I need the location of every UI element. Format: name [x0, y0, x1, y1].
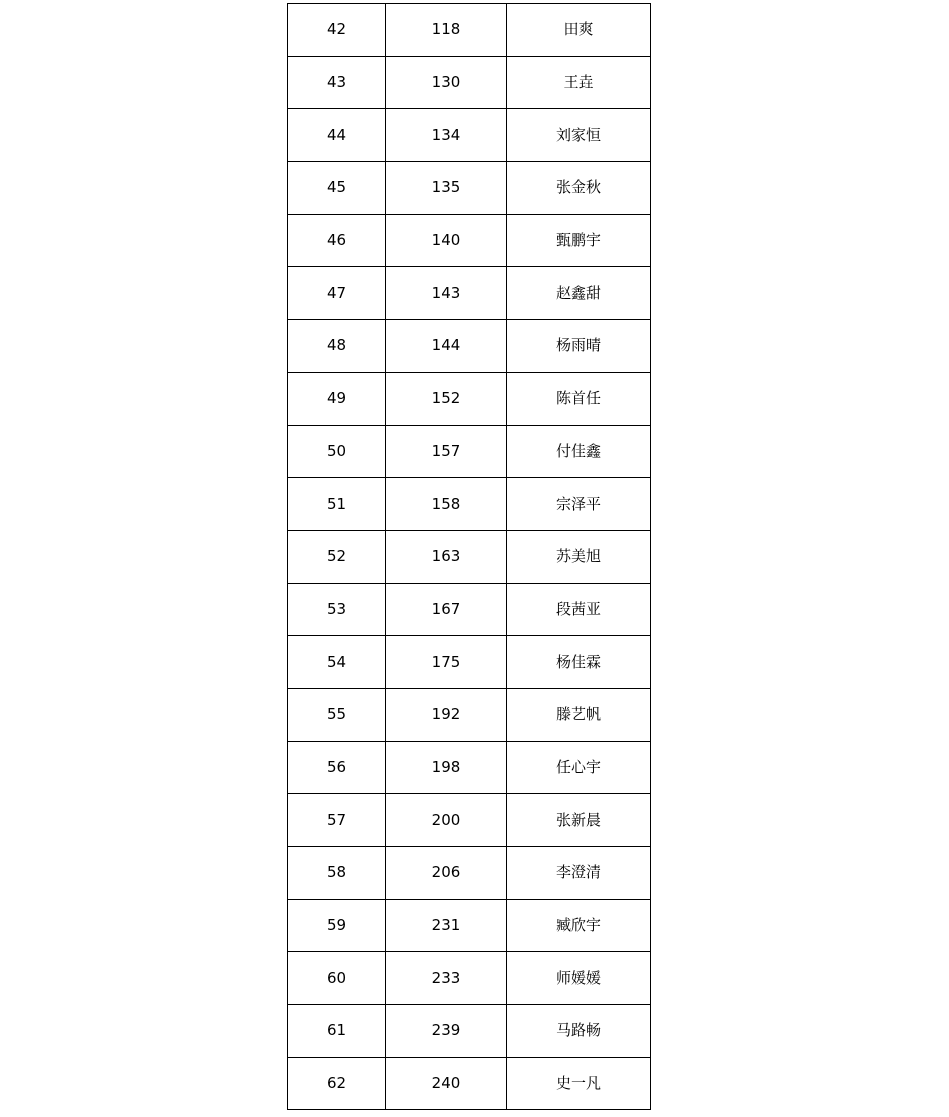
- table-row: [288, 530, 651, 583]
- row-number-cell: 118: [386, 4, 507, 57]
- row-index-cell: 49: [288, 372, 386, 425]
- row-index-cell: 42: [288, 4, 386, 57]
- row-name-cell: 张新晨: [507, 794, 651, 847]
- row-number-cell: 239: [386, 1005, 507, 1058]
- row-name-cell: 付佳鑫: [507, 425, 651, 478]
- row-index-cell: 47: [288, 267, 386, 320]
- row-number-cell: 233: [386, 952, 507, 1005]
- row-number-cell: 140: [386, 214, 507, 267]
- table-row: [288, 899, 651, 952]
- row-name-cell: 滕艺帆: [507, 688, 651, 741]
- row-number-cell: 175: [386, 636, 507, 689]
- row-index-cell: 48: [288, 320, 386, 373]
- table-row: [288, 4, 651, 57]
- table-row: [288, 320, 651, 373]
- table-row: [288, 847, 651, 900]
- row-number-cell: 167: [386, 583, 507, 636]
- row-index-cell: 59: [288, 899, 386, 952]
- table-row: [288, 56, 651, 109]
- row-number-cell: 152: [386, 372, 507, 425]
- row-index-cell: 50: [288, 425, 386, 478]
- row-number-cell: 143: [386, 267, 507, 320]
- row-index-cell: 60: [288, 952, 386, 1005]
- row-name-cell: 马路畅: [507, 1005, 651, 1058]
- row-name-cell: 王垚: [507, 56, 651, 109]
- row-name-cell: 刘家恒: [507, 109, 651, 162]
- table-row: [288, 741, 651, 794]
- row-name-cell: 史一凡: [507, 1057, 651, 1110]
- table-row: [288, 952, 651, 1005]
- row-index-cell: 62: [288, 1057, 386, 1110]
- row-index-cell: 61: [288, 1005, 386, 1058]
- row-index-cell: 43: [288, 56, 386, 109]
- row-index-cell: 45: [288, 162, 386, 215]
- row-name-cell: 臧欣宇: [507, 899, 651, 952]
- row-name-cell: 杨佳霖: [507, 636, 651, 689]
- table-row: [288, 425, 651, 478]
- row-index-cell: 53: [288, 583, 386, 636]
- table-row: [288, 688, 651, 741]
- row-name-cell: 甄鹏宇: [507, 214, 651, 267]
- table-row: [288, 794, 651, 847]
- roster-table-body: [288, 4, 651, 1110]
- row-name-cell: 田爽: [507, 4, 651, 57]
- row-number-cell: 134: [386, 109, 507, 162]
- row-number-cell: 157: [386, 425, 507, 478]
- row-name-cell: 杨雨晴: [507, 320, 651, 373]
- row-name-cell: 李澄清: [507, 847, 651, 900]
- row-index-cell: 54: [288, 636, 386, 689]
- row-number-cell: 231: [386, 899, 507, 952]
- row-name-cell: 赵鑫甜: [507, 267, 651, 320]
- roster-table: [287, 3, 651, 1110]
- table-row: [288, 162, 651, 215]
- table-row: [288, 109, 651, 162]
- row-index-cell: 51: [288, 478, 386, 531]
- table-row: [288, 267, 651, 320]
- row-name-cell: 师媛媛: [507, 952, 651, 1005]
- row-index-cell: 46: [288, 214, 386, 267]
- row-number-cell: 240: [386, 1057, 507, 1110]
- row-number-cell: 200: [386, 794, 507, 847]
- row-index-cell: 56: [288, 741, 386, 794]
- row-name-cell: 段茜亚: [507, 583, 651, 636]
- row-index-cell: 58: [288, 847, 386, 900]
- row-name-cell: 宗泽平: [507, 478, 651, 531]
- table-row: [288, 214, 651, 267]
- table-row: [288, 372, 651, 425]
- row-index-cell: 44: [288, 109, 386, 162]
- table-row: [288, 1005, 651, 1058]
- row-index-cell: 55: [288, 688, 386, 741]
- row-name-cell: 苏美旭: [507, 530, 651, 583]
- table-row: [288, 583, 651, 636]
- row-number-cell: 144: [386, 320, 507, 373]
- table-row: [288, 636, 651, 689]
- row-number-cell: 130: [386, 56, 507, 109]
- row-number-cell: 206: [386, 847, 507, 900]
- row-name-cell: 张金秋: [507, 162, 651, 215]
- row-name-cell: 任心宇: [507, 741, 651, 794]
- table-row: [288, 1057, 651, 1110]
- row-index-cell: 57: [288, 794, 386, 847]
- row-number-cell: 135: [386, 162, 507, 215]
- row-index-cell: 52: [288, 530, 386, 583]
- row-number-cell: 163: [386, 530, 507, 583]
- row-number-cell: 192: [386, 688, 507, 741]
- row-number-cell: 198: [386, 741, 507, 794]
- row-number-cell: 158: [386, 478, 507, 531]
- row-name-cell: 陈首任: [507, 372, 651, 425]
- table-row: [288, 478, 651, 531]
